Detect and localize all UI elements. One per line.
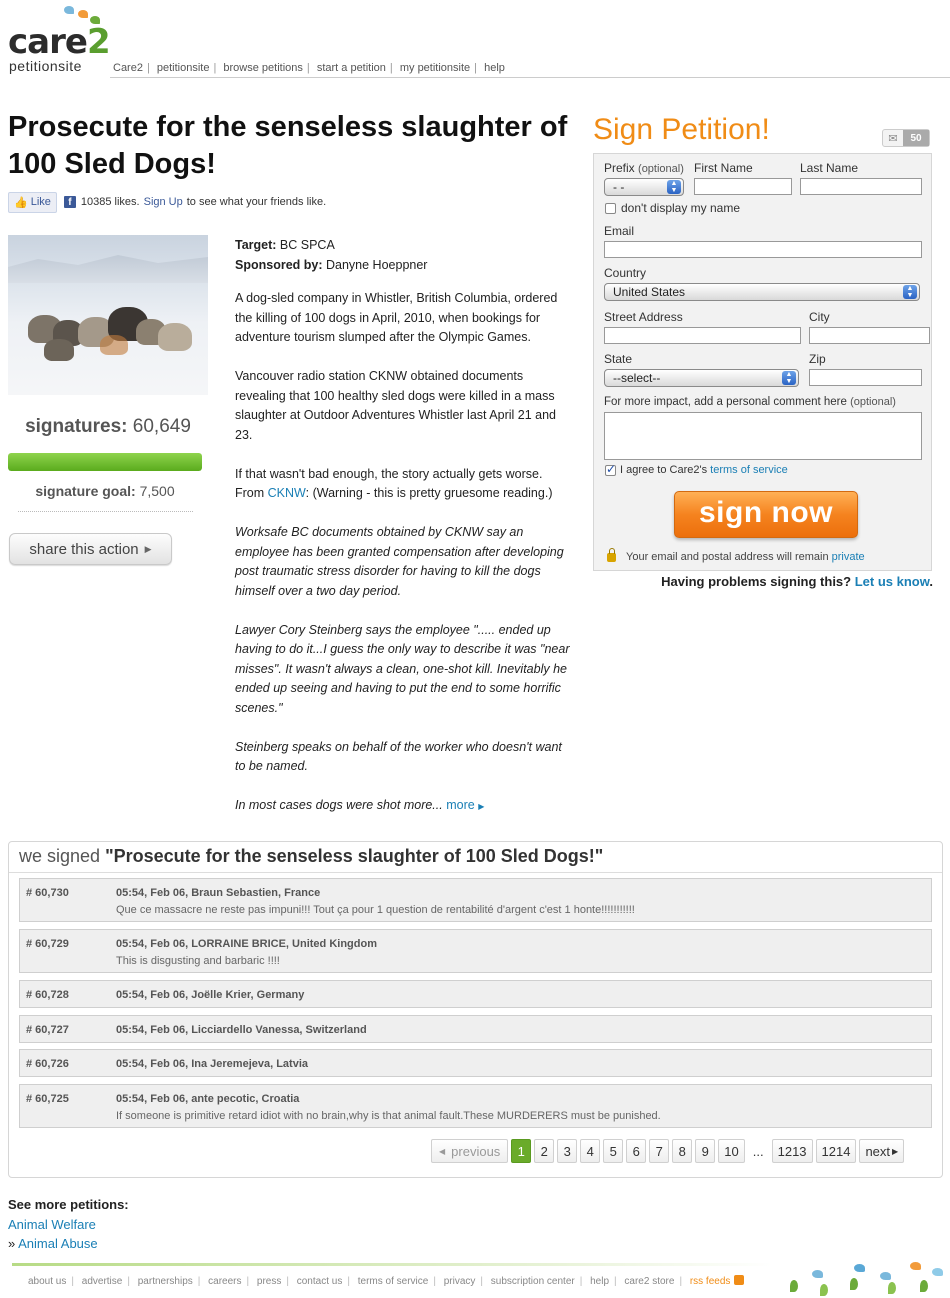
hide-name-checkbox[interactable] <box>605 203 616 214</box>
pagination-ellipsis: ... <box>752 1143 764 1159</box>
header-divider <box>110 77 950 78</box>
signature-signer: 05:54, Feb 06, ante pecotic, Croatia <box>116 1093 300 1105</box>
first-name-input[interactable] <box>694 178 792 195</box>
petition-body <box>235 236 575 836</box>
facebook-like-button[interactable] <box>8 192 57 213</box>
care2-logo[interactable] <box>8 6 108 76</box>
nav-my-petitionsite[interactable]: my petitionsite <box>399 62 471 74</box>
footer-contact-us[interactable]: contact us <box>296 1276 343 1287</box>
lock-icon <box>607 553 616 562</box>
sign-petition-heading: Sign Petition! <box>593 113 770 146</box>
envelope-icon: ✉ <box>888 132 898 145</box>
facebook-signup-link[interactable]: Sign Up <box>143 196 183 208</box>
footer-advertise[interactable]: advertise <box>81 1276 123 1287</box>
thumbs-up-icon: 👍 <box>14 196 28 209</box>
pagination-page-2[interactable]: 2 <box>534 1139 554 1163</box>
first-name-label: First Name <box>694 161 753 175</box>
city-label: City <box>809 310 830 324</box>
pagination-page-1214[interactable]: 1214 <box>816 1139 857 1163</box>
signature-signer: 05:54, Feb 06, Joëlle Krier, Germany <box>116 989 305 1001</box>
signature-comment: Que ce massacre ne reste pas impuni!!! Tout ça pour 1 question de rentabilité d'argent c'est 1 honte!!!!!!!!!!! <box>116 904 635 916</box>
footer-about-us[interactable]: about us <box>28 1276 67 1287</box>
sign-petition-form <box>593 153 932 571</box>
signature-comment: If someone is primitive retard idiot with no brain,why is that animal fault.These MURDERERS must be punished. <box>116 1110 661 1122</box>
nav-help[interactable]: help <box>484 62 505 74</box>
category-animal-abuse-link[interactable]: Animal Abuse <box>18 1236 98 1251</box>
quote-paragraph: Steinberg speaks on behalf of the worker who doesn't want to be named. <box>235 739 562 773</box>
butterfly-icon <box>910 1262 921 1270</box>
category-animal-welfare-link[interactable]: Animal Welfare <box>8 1216 96 1232</box>
agree-terms-label: I agree to Care2's terms of service <box>620 464 788 476</box>
pagination-page-1[interactable]: 1 <box>511 1139 531 1163</box>
petition-target: Target: BC SPCA <box>235 238 335 252</box>
petition-sponsor: Sponsored by: Danyne Hoeppner <box>235 257 428 272</box>
signature-row <box>19 1084 932 1128</box>
cknw-link[interactable]: CKNW <box>267 486 306 500</box>
footer-subscription-center[interactable]: subscription center <box>490 1276 575 1287</box>
footer-help[interactable]: help <box>590 1276 610 1287</box>
pagination-page-9[interactable]: 9 <box>695 1139 715 1163</box>
signature-row <box>19 878 932 922</box>
pagination-page-4[interactable]: 4 <box>580 1139 600 1163</box>
pagination-page-7[interactable]: 7 <box>649 1139 669 1163</box>
privacy-note: Your email and postal address will remain private <box>607 551 865 563</box>
last-name-input[interactable] <box>800 178 922 195</box>
logo-subtitle: petitionsite <box>9 58 82 74</box>
signature-number: # 60,728 <box>26 989 69 1001</box>
see-more-heading: See more petitions: <box>8 1197 129 1212</box>
signature-signer: 05:54, Feb 06, LORRAINE BRICE, United Kingdom <box>116 938 377 950</box>
pagination-previous[interactable]: ◀ previous <box>431 1139 508 1163</box>
top-nav: Care2 | petitionsite | browse petitions | start a petition | my petitionsite | help <box>113 62 505 74</box>
signature-row <box>19 1015 932 1043</box>
zip-input[interactable] <box>809 369 922 386</box>
signature-signer: 05:54, Feb 06, Braun Sebastien, France <box>116 887 321 899</box>
signature-number: # 60,725 <box>26 1093 69 1105</box>
signature-row <box>19 929 932 973</box>
let-us-know-link[interactable]: Let us know <box>854 574 930 589</box>
site-footer: about us | advertise | partnerships | careers | press | contact us | terms of service | privacy | subscription center | help | care2 store | rss feeds <box>28 1275 744 1287</box>
select-arrows-icon: ▲ ▼ <box>903 285 917 299</box>
goal-divider <box>18 511 193 512</box>
rss-icon <box>734 1275 744 1285</box>
state-select[interactable]: --select-- ▲ ▼ <box>604 369 799 387</box>
last-name-label: Last Name <box>800 161 859 175</box>
nav-start-a-petition[interactable]: start a petition <box>316 62 386 74</box>
city-input[interactable] <box>809 327 930 344</box>
select-arrows-icon: ▲ ▼ <box>667 180 681 194</box>
signature-number: # 60,727 <box>26 1024 69 1036</box>
body-paragraph: Vancouver radio station CKNW obtained documents revealing that 100 healthy sled dogs were killed in a mass slaughter at Outdoor Adventures Whistler last April 21 and 23. <box>235 369 557 442</box>
comment-label: For more impact, add a personal comment here (optional) <box>604 396 896 408</box>
footer-press[interactable]: press <box>256 1276 282 1287</box>
pagination-page-8[interactable]: 8 <box>672 1139 692 1163</box>
email-count-badge[interactable]: ✉ 50 <box>882 129 930 147</box>
likes-count: 10385 likes. <box>80 196 140 208</box>
signatures-list-title: we signed "Prosecute for the senseless slaughter of 100 Sled Dogs!" <box>19 846 604 866</box>
state-label: State <box>604 352 633 366</box>
signature-progress-bar <box>8 453 202 471</box>
prefix-select[interactable]: - - ▲ ▼ <box>604 178 684 196</box>
site-header <box>0 0 950 80</box>
email-input[interactable] <box>604 241 922 258</box>
signature-row <box>19 1049 932 1077</box>
butterfly-icon <box>812 1270 823 1278</box>
butterfly-icon <box>880 1272 891 1280</box>
pagination-page-6[interactable]: 6 <box>626 1139 646 1163</box>
like-label: Like <box>30 196 51 208</box>
terms-of-service-link[interactable]: terms of service <box>710 464 788 476</box>
body-paragraph: A dog-sled company in Whistler, British Columbia, ordered the killing of 100 dogs in April, 2010, when bookings for adventure tourism slumped after the Olympic Games. <box>235 291 558 344</box>
signature-count: signatures: 60,649 <box>25 416 191 437</box>
butterfly-icon <box>932 1268 943 1276</box>
signature-comment: This is disgusting and barbaric !!!! <box>116 955 280 967</box>
pagination-page-10[interactable]: 10 <box>718 1139 744 1163</box>
nav-petitionsite[interactable]: petitionsite <box>156 62 210 74</box>
quote-paragraph: Worksafe BC documents obtained by CKNW say an employee has been granted compensation after developing post traumatic stress disorder for having to kill the dogs himself over a two day period. <box>235 525 564 598</box>
footer-rss-feeds[interactable]: rss feeds <box>690 1276 745 1287</box>
footer-decoration <box>780 1258 950 1298</box>
facebook-like-bar <box>8 191 326 213</box>
signature-signer: 05:54, Feb 06, Licciardello Vanessa, Switzerland <box>116 1024 367 1036</box>
butterfly-icon <box>64 6 74 14</box>
agree-terms-checkbox[interactable] <box>605 465 616 476</box>
zip-label: Zip <box>809 352 826 366</box>
footer-privacy[interactable]: privacy <box>443 1276 476 1287</box>
pagination-page-5[interactable]: 5 <box>603 1139 623 1163</box>
signature-row <box>19 980 932 1008</box>
email-label: Email <box>604 224 635 238</box>
footer-careers[interactable]: careers <box>208 1276 242 1287</box>
signatures-list <box>8 841 943 1178</box>
prefix-label: Prefix (optional) <box>604 161 684 175</box>
country-select[interactable]: United States ▲ ▼ <box>604 283 920 301</box>
signature-number: # 60,730 <box>26 887 69 899</box>
street-address-label: Street Address <box>604 310 683 324</box>
sign-now-button[interactable]: sign now <box>674 491 858 538</box>
comment-textarea[interactable] <box>604 412 922 460</box>
pagination-page-1213[interactable]: 1213 <box>772 1139 813 1163</box>
pagination <box>431 1139 904 1163</box>
signing-problems-note: Having problems signing this? Let us know. <box>661 574 933 589</box>
quote-paragraph: Lawyer Cory Steinberg says the employee "..... ended up having to do it...I guess the only way to describe it was "near misses". It wasn't always a clean, one-shot kill. Inevitably he ended up seeing and having to put the end to some horrific scenes." <box>235 622 570 715</box>
pagination-page-3[interactable]: 3 <box>557 1139 577 1163</box>
signature-signer: 05:54, Feb 06, Ina Jeremejeva, Latvia <box>116 1058 309 1070</box>
signature-number: # 60,729 <box>26 938 69 950</box>
hide-name-label: don't display my name <box>621 201 741 215</box>
signature-number: # 60,726 <box>26 1058 69 1070</box>
page-title: Prosecute for the senseless slaughter of 100 Sled Dogs! <box>8 111 568 180</box>
logo-word: care2 <box>8 22 110 62</box>
body-paragraph: If that wasn't bad enough, the story actually gets worse. From CKNW: (Warning - this is pretty gruesome reading.) <box>235 466 553 500</box>
pagination-next[interactable]: next ▶ <box>859 1139 904 1163</box>
footer-divider <box>12 1263 772 1266</box>
more-link[interactable]: more ▶ <box>446 798 485 812</box>
footer-partnerships[interactable]: partnerships <box>137 1276 193 1287</box>
butterfly-icon <box>78 10 88 18</box>
petition-photo <box>8 235 208 395</box>
footer-terms-of-service[interactable]: terms of service <box>357 1276 429 1287</box>
nav-care2[interactable]: Care2 <box>113 62 143 74</box>
see-more-petitions: See more petitions: Animal Welfare » Animal Abuse <box>8 1197 129 1251</box>
signature-progress-fill <box>8 453 202 471</box>
signature-goal: signature goal: 7,500 <box>35 483 175 499</box>
facebook-icon: f <box>64 196 76 208</box>
butterfly-icon <box>854 1264 865 1272</box>
chevron-right-icon: ▶ <box>144 543 152 554</box>
street-address-input[interactable] <box>604 327 801 344</box>
privacy-link[interactable]: private <box>831 551 865 563</box>
footer-care2-store[interactable]: care2 store <box>624 1276 675 1287</box>
quote-paragraph: In most cases dogs were shot more... more ▶ <box>235 798 485 812</box>
select-arrows-icon: ▲ ▼ <box>782 371 796 385</box>
country-label: Country <box>604 266 647 280</box>
likes-suffix: to see what your friends like. <box>186 196 327 208</box>
nav-browse-petitions[interactable]: browse petitions <box>223 62 303 74</box>
share-this-action-button[interactable]: share this action ▶ <box>9 533 172 565</box>
